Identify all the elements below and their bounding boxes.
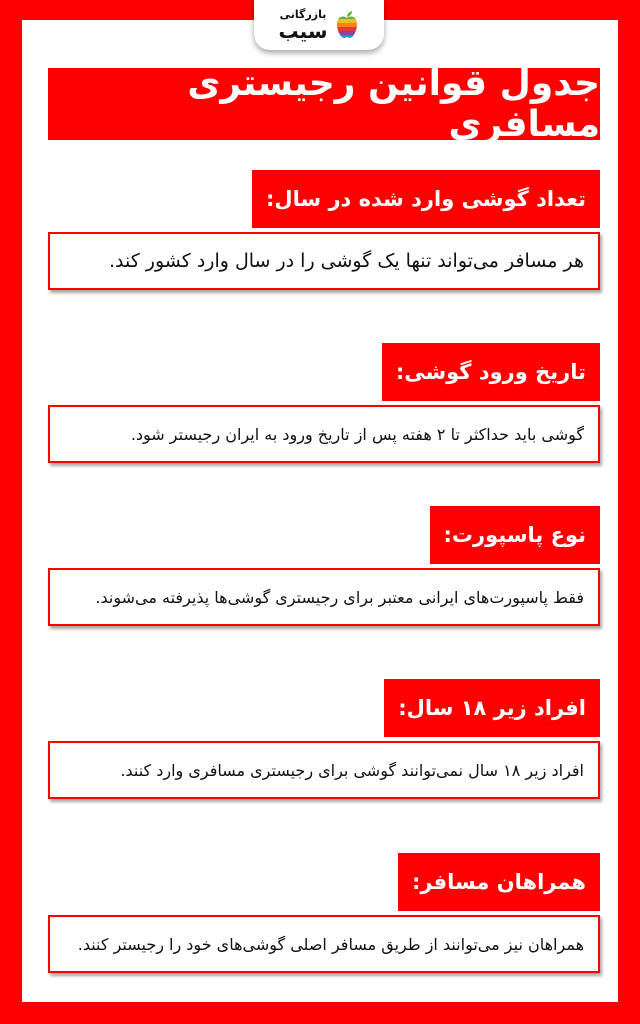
page-title: جدول قوانین رجیستری مسافری xyxy=(48,68,600,140)
rule-label: تاریخ ورود گوشی: xyxy=(382,343,600,401)
rule-description: هر مسافر می‌تواند تنها یک گوشی را در سال وارد کشور کند. xyxy=(48,232,600,290)
rule-label: افراد زیر ۱۸ سال: xyxy=(384,679,600,737)
rule-description: گوشی باید حداکثر تا ۲ هفته پس از تاریخ ورود به ایران رجیستر شود. xyxy=(48,405,600,463)
logo-text-bottom: سیب xyxy=(278,19,328,43)
rule-label: نوع پاسپورت: xyxy=(430,506,600,564)
logo-badge xyxy=(254,0,384,50)
rule-label: همراهان مسافر: xyxy=(398,853,600,911)
rule-description: فقط پاسپورت‌های ایرانی معتبر برای رجیستری گوشی‌ها پذیرفته می‌شوند. xyxy=(48,568,600,626)
rule-label: تعداد گوشی وارد شده در سال: xyxy=(252,170,600,228)
logo-text-top: بازرگانی xyxy=(279,8,327,21)
rule-description: همراهان نیز می‌توانند از طریق مسافر اصلی گوشی‌های خود را رجیستر کنند. xyxy=(48,915,600,973)
rule-description: افراد زیر ۱۸ سال نمی‌توانند گوشی برای رجیستری مسافری وارد کنند. xyxy=(48,741,600,799)
apple-logo-icon xyxy=(334,10,360,40)
